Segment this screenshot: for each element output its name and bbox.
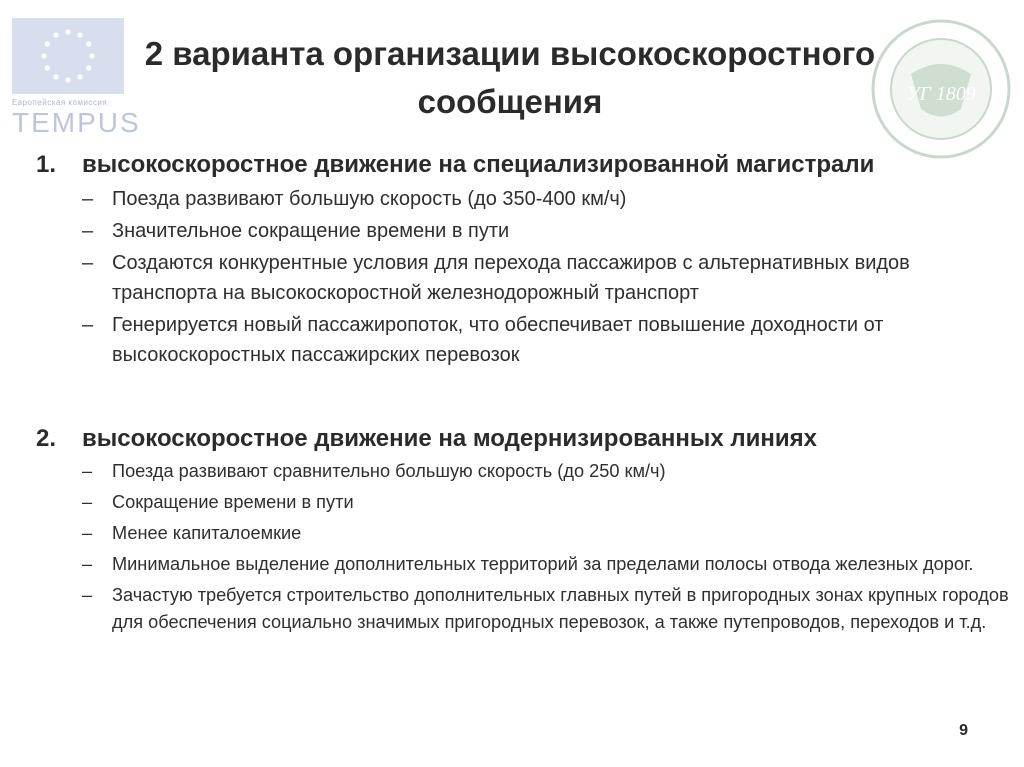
page-number: 9	[959, 722, 968, 739]
eu-star-icon	[86, 65, 91, 70]
bullet-text: Менее капиталоемкие	[112, 523, 302, 543]
list-item	[82, 310, 1016, 370]
dash-marker: –	[82, 220, 94, 242]
tempus-caption: Европейская комиссия	[12, 98, 108, 107]
seal-text: УГ 1809	[906, 83, 976, 105]
eu-star-icon	[53, 74, 58, 79]
bullet-text: Генерируется новый пассажиропоток, что обеспечивает повышение доходности от высокоскоростных пассажирских перевозок	[112, 314, 884, 366]
dash-marker: –	[82, 585, 93, 605]
dash-marker: –	[82, 492, 93, 512]
bullet-text: Сокращение времени в пути	[112, 492, 354, 512]
tempus-wordmark: TEMPUS	[12, 107, 141, 138]
bullet-text: Поезда развивают большую скорость (до 350-400 км/ч)	[112, 188, 627, 210]
bullet-text: Поезда развивают сравнительно большую скорость (до 250 км/ч)	[112, 461, 666, 481]
eu-star-icon	[86, 41, 91, 46]
eu-star-icon	[53, 33, 58, 38]
eu-star-icon	[45, 41, 50, 46]
tempus-logo	[12, 18, 141, 140]
bullet-text: Создаются конкурентные условия для перехода пассажиров с альтернативных видов транспорта на высокоскоростной железнодорожный транспорт	[112, 252, 910, 304]
section-title: высокоскоростное движение на специализированной магистрали	[82, 151, 875, 178]
list-item	[82, 582, 1016, 636]
section-number: 2.	[36, 425, 57, 452]
section-heading	[36, 150, 1016, 180]
eu-star-icon	[45, 65, 50, 70]
eu-flag-icon	[12, 18, 124, 94]
section-2	[36, 424, 1016, 636]
list-item	[82, 458, 1016, 485]
dash-marker: –	[82, 252, 94, 274]
list-item	[82, 248, 1016, 308]
dash-marker: –	[82, 554, 93, 574]
dash-marker: –	[82, 523, 93, 543]
eu-star-icon	[89, 53, 94, 58]
section-heading	[36, 424, 1016, 454]
section-number: 1.	[36, 151, 57, 178]
eu-star-icon	[65, 29, 70, 34]
eu-star-icon	[77, 33, 82, 38]
list-item	[82, 520, 1016, 547]
eu-star-icon	[77, 74, 82, 79]
eu-star-icon	[65, 77, 70, 82]
bullet-list	[82, 458, 1016, 636]
section-title: высокоскоростное движение на модернизированных линиях	[82, 425, 818, 452]
dash-marker: –	[82, 188, 94, 210]
eu-star-icon	[41, 53, 46, 58]
dash-marker: –	[82, 314, 94, 336]
dash-marker: –	[82, 461, 93, 481]
list-item	[82, 184, 1016, 214]
bullet-text: Зачастую требуется строительство дополнительных главных путей в пригородных зонах крупных городов для обеспечения социально значимых пригородных перевозок, а также путепроводов, переходов и т.д.	[112, 585, 1009, 632]
section-1	[36, 150, 1016, 370]
bullet-list	[82, 184, 1016, 370]
university-seal-logo	[866, 14, 1016, 164]
slide-title: 2 варианта организации высокоскоростного сообщения	[144, 35, 876, 120]
bullet-text: Минимальное выделение дополнительных территорий за пределами полосы отвода железных дорог.	[112, 554, 974, 574]
list-item	[82, 551, 1016, 578]
bullet-text: Значительное сокращение времени в пути	[112, 220, 510, 242]
list-item	[82, 489, 1016, 516]
list-item	[82, 216, 1016, 246]
